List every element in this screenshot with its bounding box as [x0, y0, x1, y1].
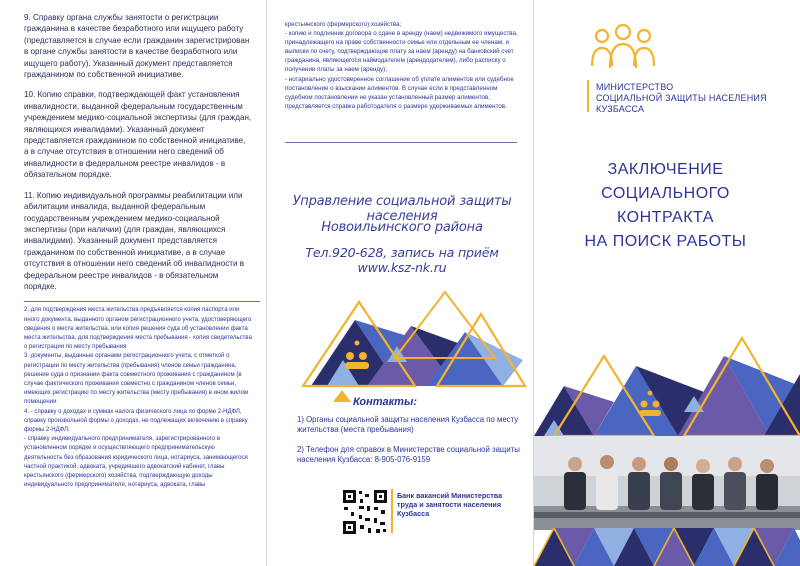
middle-text-line: - копию и подлинник договора о сдаче в аренду (наем) недвижимого имущества, принадлежащего на праве собственности семье или отдельным ее членам, и выписки по счету, подтверждающие плату за наем (аренду) на банковский счет гражданина, являющегося наймодателем (арендодателем), либо расписку о получении платы за наем (аренду); — [285, 30, 518, 74]
triangle-mosaic — [534, 326, 800, 436]
left-panel — [0, 0, 266, 566]
phone-icon — [331, 388, 353, 404]
title-line: СОЦИАЛЬНОГО — [601, 185, 730, 202]
title-line: ЗАКЛЮЧЕНИЕ — [607, 161, 724, 178]
triangle-mosaic — [267, 262, 535, 392]
ministry-name — [596, 82, 786, 115]
middle-panel — [266, 0, 534, 566]
note-4-cont: - справку индивидуального предпринимателя, зарегистрированного в установленном порядке и осуществляющего предпринимательскую деятельность без образования юридического лица, нотариуса, занимающегося частной практикой, адвоката, учредившего адвокатский кабинет, главы крестьянского (фермерского) хозяйства, подтверждающую доходы индивидуального предпринимателя, нотариуса, адвоката, главы — [24, 436, 248, 489]
contact-1: 1) Органы социальной защиты населения Кузбасса по месту жительства (места пребывания) — [297, 415, 519, 435]
middle-top-text — [285, 20, 520, 111]
contacts-title: Контакты: — [353, 396, 418, 408]
note-2: 2. для подтверждения места жительства предъявляется копия паспорта или иного документа, выданного органом регистрационного учета, удостоверяющего сведения о месте жительства, или копия решения суда об установлении факта места жительства, для подтверждения места пребывания - копия свидетельства о регистрации по месту пребывания — [24, 307, 252, 351]
middle-text-line: - нотариально удостоверенное соглашение об уплате алиментов или судебное постановление о взыскании алиментов. В случае если в представленном судебном постановлении не указан установленный размер алиментов, представляется справка работодателя о размере удерживаемых алиментов. — [285, 75, 514, 110]
bank-accent-bar — [391, 489, 393, 533]
paragraph-11: 11. Копию индивидуальной программы реабилитации или абилитации инвалида, выданной федеральным государственным учреждением медико-социальной экспертизы (при наличии) (для граждан, являющихся инвалидами). Указанный документ представляется гражданином по собственной инициативе, а в случае отсутствия в отношении него сведений об инвалидности в федеральном реестре инвалидов - в обязательном порядке. — [24, 190, 245, 291]
paragraph-9: 9. Справку органа службы занятости о регистрации гражданина в качестве безработного или ищущего работу (представляется в случае если гражданин зарегистрирован в органе службы занятости в качестве безработного или ищущего работу). Указанный документ представляется гражданином по собственной инициативе. — [24, 13, 250, 80]
agency-district: Новоильинского района — [321, 220, 483, 235]
paragraph-10: 10. Копию справки, подтверждающей факт установления инвалидности, выданной федеральным государственным учреждением медико-социальной экспертизы (для граждан, являющихся инвалидами). Указанный документ представляется гражданином по собственной инициативе, а в случае отсутствия в отношении него сведений об инвалидности в федеральном реестре инвалидов - в обязательном порядке. — [24, 90, 252, 180]
divider — [24, 301, 260, 302]
qr-code[interactable] — [341, 488, 389, 536]
right-panel — [534, 0, 800, 566]
brochure-title — [558, 158, 773, 254]
agency-phone: Тел.920-628, запись на приём www.ksz-nk.ru — [305, 245, 499, 275]
ministry-line: КУЗБАССА — [596, 104, 645, 114]
triangle-strip — [534, 528, 800, 566]
divider — [285, 142, 517, 143]
note-4: 4. - справку о доходах и суммах налога физического лица по форме 2-НДФЛ, справку произвольной формы о доходах, не подлежащих включению в справку формы 2-НДФЛ; — [24, 408, 248, 433]
ministry-logo — [588, 22, 658, 74]
ministry-accent-bar — [587, 80, 589, 112]
bank-text: Банк вакансий Министерства труда и занятости населения Кузбасса — [397, 491, 503, 518]
ministry-line: МИНИСТЕРСТВО — [596, 82, 674, 92]
title-line: КОНТРАКТА — [617, 209, 714, 226]
middle-text-line: крестьянского (фермерского) хозяйства; — [285, 21, 402, 28]
title-line: НА ПОИСК РАБОТЫ — [584, 233, 747, 250]
contact-2: 2) Телефон для справок в Министерстве социальной защиты населения Кузбасса: 8-905-076-9159 — [297, 445, 520, 465]
note-3: 3. документы, выданные органами регистрационного учета, с отметкой о регистрации по месту жительства (пребывания) членов семьи гражданина, решение суда о признании факта совместного проживания с гражданином (в случае фактического проживания совместно с гражданином членов семьи, имеющих регистрацию по месту жительства (месту пребывания) в ином жилом помещении — [24, 353, 249, 406]
ministry-line: СОЦИАЛЬНОЙ ЗАЩИТЫ НАСЕЛЕНИЯ — [596, 93, 767, 103]
agency-name: Управление социальной защиты населения — [292, 194, 512, 224]
photo-job-seekers — [534, 436, 800, 530]
